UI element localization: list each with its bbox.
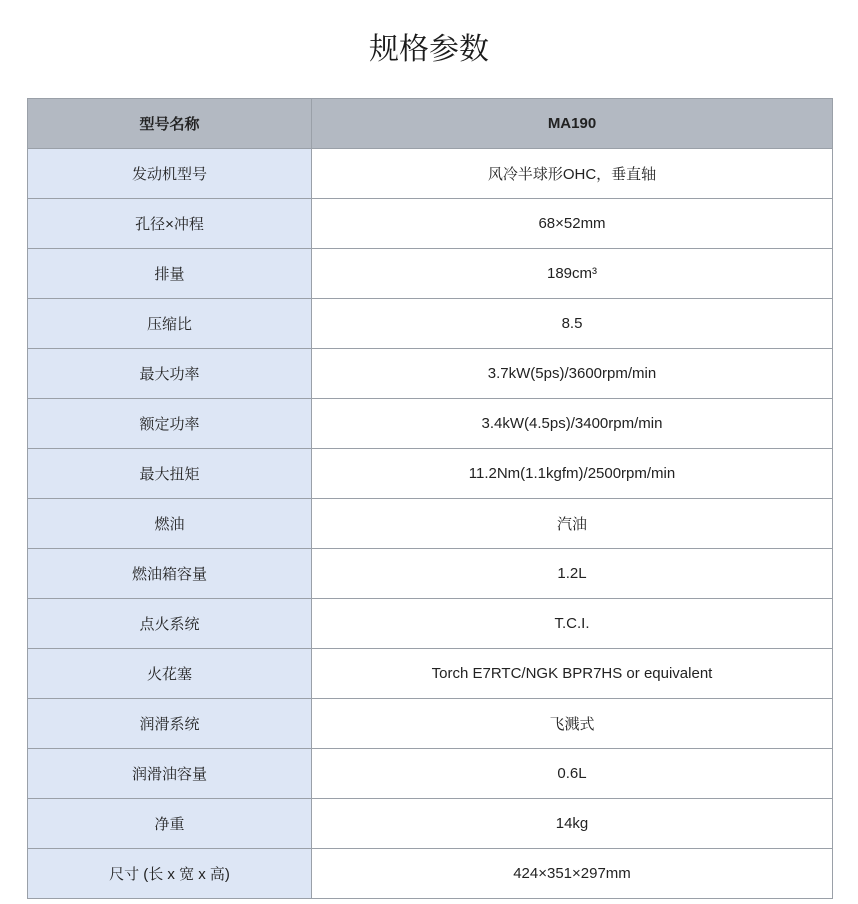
row-label: 燃油箱容量 — [28, 549, 312, 599]
row-label: 最大扭矩 — [28, 449, 312, 499]
row-value: 飞溅式 — [312, 699, 833, 749]
table-row — [28, 249, 833, 299]
row-value: 3.7kW(5ps)/3600rpm/min — [312, 349, 833, 399]
header-row — [28, 99, 833, 149]
table-row — [28, 699, 833, 749]
row-label: 最大功率 — [28, 349, 312, 399]
row-label: 点火系统 — [28, 599, 312, 649]
table-row — [28, 849, 833, 899]
row-value: 11.2Nm(1.1kgfm)/2500rpm/min — [312, 449, 833, 499]
row-label: 净重 — [28, 799, 312, 849]
row-value: 风冷半球形OHC，垂直轴 — [312, 149, 833, 199]
table-row — [28, 199, 833, 249]
row-label: 润滑油容量 — [28, 749, 312, 799]
table-row — [28, 399, 833, 449]
row-label: 孔径×冲程 — [28, 199, 312, 249]
row-value: 189cm³ — [312, 249, 833, 299]
row-value: 汽油 — [312, 499, 833, 549]
row-value: 68×52mm — [312, 199, 833, 249]
row-label: 尺寸 (长 x 宽 x 高) — [28, 849, 312, 899]
row-value: 424×351×297mm — [312, 849, 833, 899]
table-row — [28, 349, 833, 399]
row-label: 燃油 — [28, 499, 312, 549]
row-value: 8.5 — [312, 299, 833, 349]
row-label: 火花塞 — [28, 649, 312, 699]
table-row — [28, 799, 833, 849]
table-row — [28, 549, 833, 599]
table-row — [28, 149, 833, 199]
row-value: 1.2L — [312, 549, 833, 599]
header-value-cell: MA190 — [312, 99, 833, 149]
spec-table-header — [28, 99, 833, 149]
row-value: 3.4kW(4.5ps)/3400rpm/min — [312, 399, 833, 449]
row-label: 额定功率 — [28, 399, 312, 449]
row-value: 0.6L — [312, 749, 833, 799]
table-row — [28, 499, 833, 549]
row-value: Torch E7RTC/NGK BPR7HS or equivalent — [312, 649, 833, 699]
header-label-cell: 型号名称 — [28, 99, 312, 149]
table-row — [28, 749, 833, 799]
row-label: 润滑系统 — [28, 699, 312, 749]
table-row — [28, 649, 833, 699]
table-row — [28, 299, 833, 349]
spec-table — [27, 98, 833, 899]
row-label: 压缩比 — [28, 299, 312, 349]
row-value: T.C.I. — [312, 599, 833, 649]
row-label: 排量 — [28, 249, 312, 299]
table-row — [28, 449, 833, 499]
spec-table-body — [28, 149, 833, 899]
page-title: 规格参数 — [369, 33, 489, 66]
row-value: 14kg — [312, 799, 833, 849]
table-row — [28, 599, 833, 649]
row-label: 发动机型号 — [28, 149, 312, 199]
